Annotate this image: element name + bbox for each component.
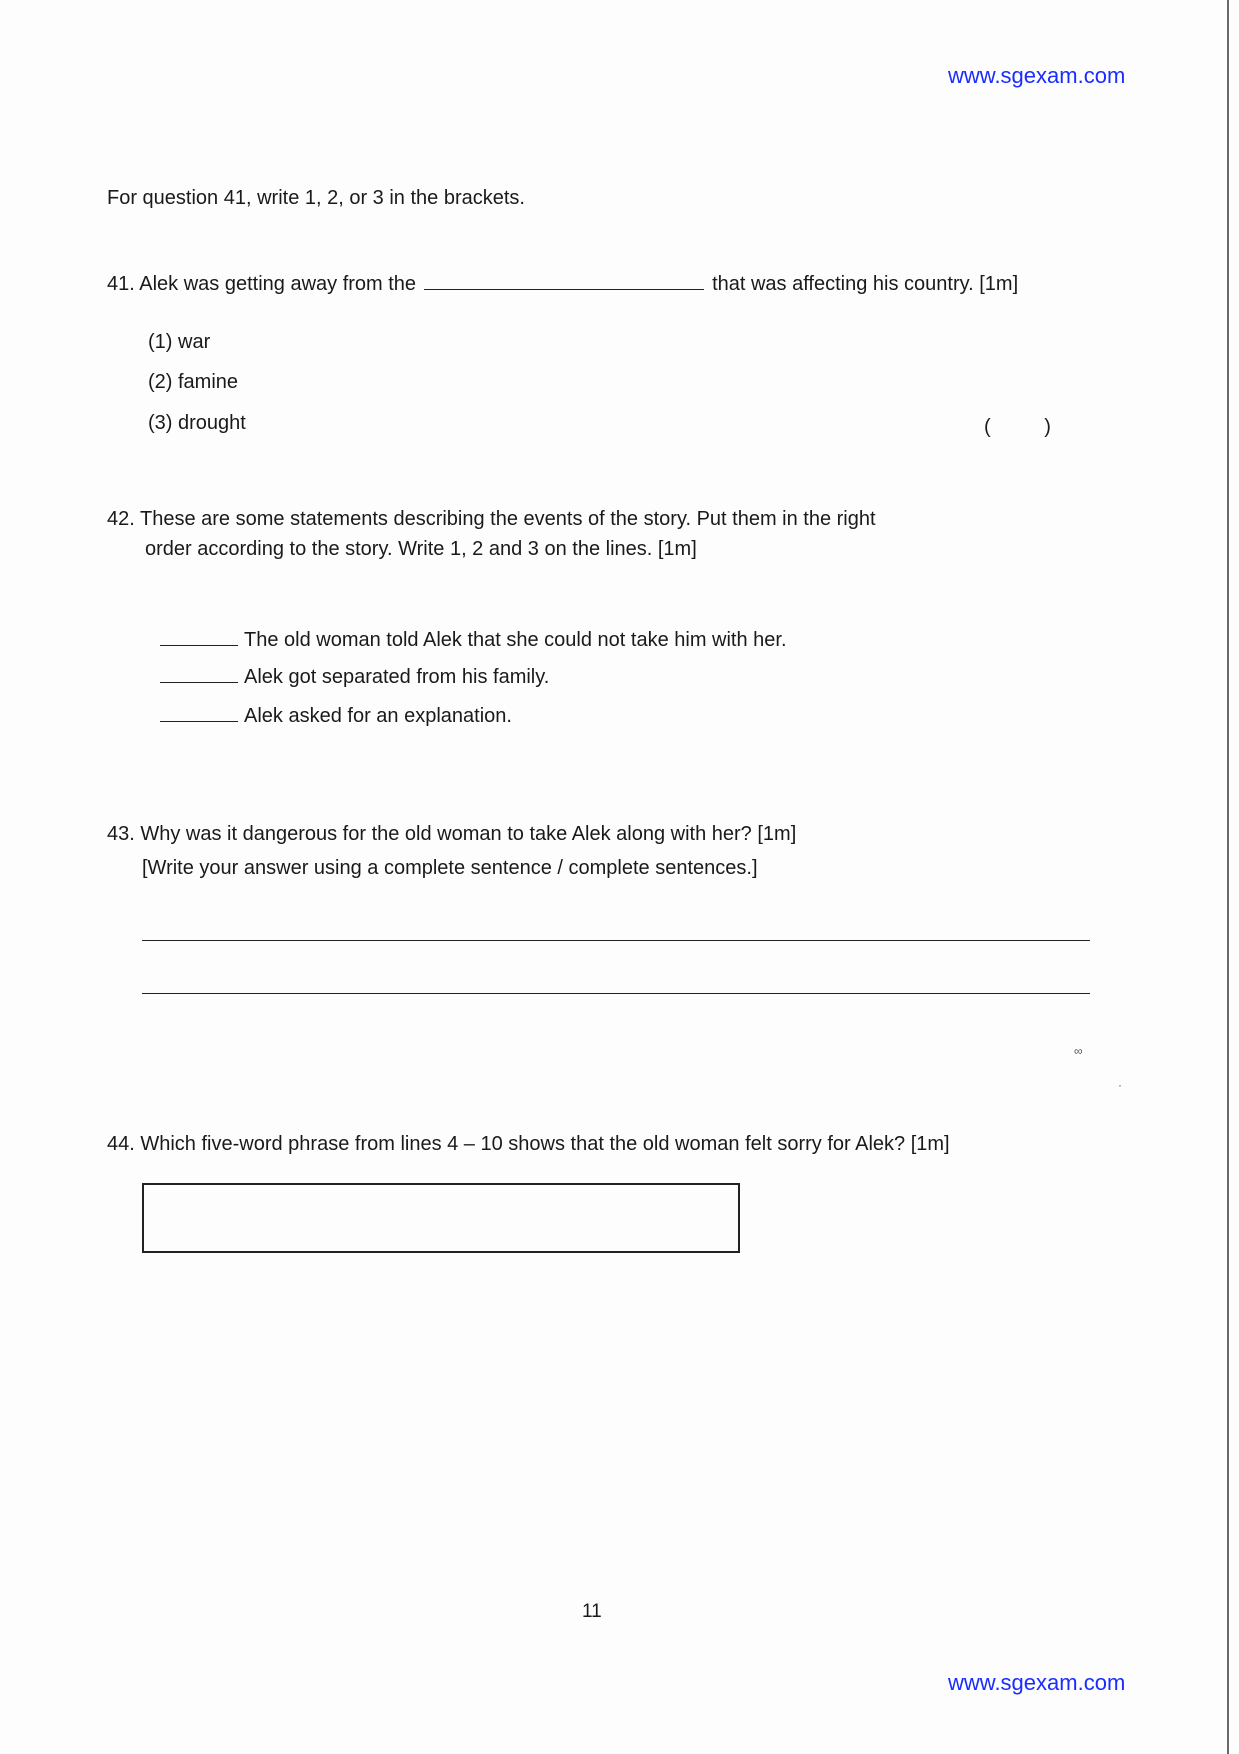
question-43: 43. Why was it dangerous for the old woman to take Alek along with her? [1m] [107, 823, 797, 845]
header-site-link[interactable]: www.sgexam.com [948, 63, 1126, 88]
q41-text-after: that was affecting his country. [1m] [712, 273, 1019, 295]
q42-answer-line[interactable] [160, 625, 238, 646]
q43-instruction-note: [Write your answer using a complete sentence / complete sentences.] [142, 857, 758, 879]
q41-text-before: 41. Alek was getting away from the [107, 273, 417, 295]
page-edge-line [1227, 0, 1229, 1754]
q41-answer-brackets[interactable]: ( ) [984, 416, 1051, 438]
q42-line-2: order according to the story. Write 1, 2 and 3 on the lines. [1m] [145, 538, 697, 560]
scan-speck: ∞ [1074, 1044, 1083, 1058]
footer-site-link[interactable]: www.sgexam.com [948, 1670, 1126, 1695]
q42-answer-line[interactable] [160, 701, 238, 722]
q41-option-2: (2) famine [148, 371, 239, 393]
q42-statement-row [160, 662, 549, 691]
q42-statement-text: The old woman told Alek that she could not take him with her. [244, 629, 787, 651]
question-41 [107, 269, 1018, 298]
q41-option-1: (1) war [148, 331, 211, 353]
q42-statement-text: Alek asked for an explanation. [244, 705, 512, 727]
question-44: 44. Which five-word phrase from lines 4 – 10 shows that the old woman felt sorry for Alek? [1m] [107, 1133, 950, 1155]
q41-blank[interactable] [424, 269, 704, 290]
q41-option-3: (3) drought [148, 412, 246, 434]
q42-statement-text: Alek got separated from his family. [244, 666, 550, 688]
page-number: 11 [582, 1601, 602, 1622]
q42-statement-row [160, 625, 787, 654]
instruction-text: For question 41, write 1, 2, or 3 in the brackets. [107, 187, 525, 209]
question-42 [107, 504, 1069, 564]
scan-speck: · [1118, 1078, 1122, 1092]
q43-answer-line-1[interactable] [142, 940, 1090, 941]
q42-line-1: 42. These are some statements describing the events of the story. Put them in the right [107, 508, 876, 530]
q43-answer-line-2[interactable] [142, 993, 1090, 994]
q42-answer-line[interactable] [160, 662, 238, 683]
q44-answer-box[interactable] [142, 1183, 740, 1253]
q42-statement-row [160, 701, 512, 730]
